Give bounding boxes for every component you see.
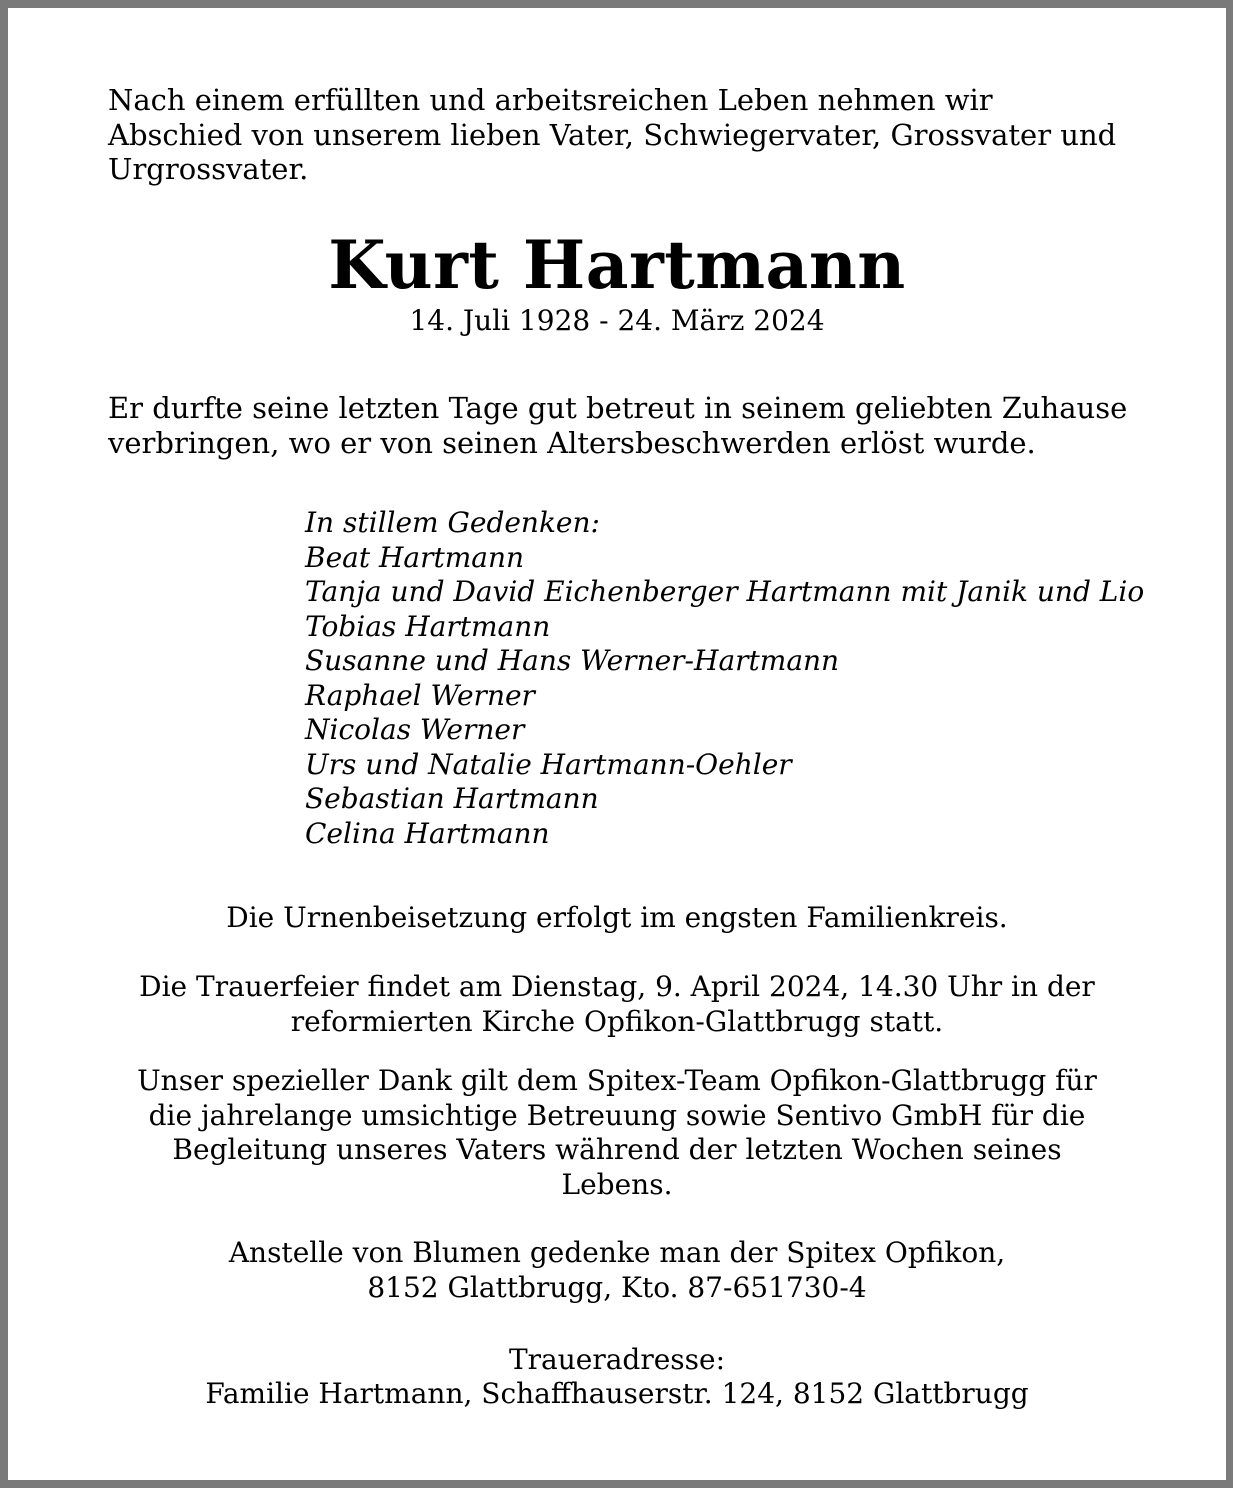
mourner-name: Celina Hartmann (305, 816, 550, 850)
statement-text: Er durfte seine letzten Tage gut betreut in seinem geliebten Zuhause verbringen, wo er von seinen Altersbeschwerden erlöst wurde. (108, 391, 1128, 460)
mourners-heading: In stillem Gedenken: (305, 506, 600, 539)
mourning-address: Familie Hartmann, Schaffhauserstr. 124, 8152 Glattbrugg (205, 1377, 1029, 1410)
mourner-name: Tobias Hartmann (305, 609, 551, 643)
mourner-name: Raphael Werner (305, 678, 535, 712)
thanks-text: Unser spezieller Dank gilt dem Spitex-Team Opfikon-Glattbrugg für die jahrelange umsichtige Betreuung sowie Sentivo GmbH für die Begleitung unseres Vaters während der letzten Wochen seines Lebens. (137, 1064, 1097, 1201)
life-dates: 14. Juli 1928 - 24. März 2024 (409, 304, 825, 337)
obituary-notice (8, 8, 1226, 1480)
intro-text: Nach einem erfüllten und arbeitsreichen Leben nehmen wir Abschied von unserem lieben Vater, Schwiegervater, Grossvater und Urgrossvater. (108, 83, 1117, 186)
address-label: Traueradresse: (508, 1343, 726, 1376)
mourner-name: Susanne und Hans Werner-Hartmann (305, 644, 840, 677)
donation-text: Anstelle von Blumen gedenke man der Spitex Opfikon, 8152 Glattbrugg, Kto. 87-651730-4 (228, 1236, 1006, 1304)
deceased-name: Kurt Hartmann (328, 226, 906, 304)
mourner-name: Sebastian Hartmann (305, 782, 599, 815)
mourner-name: Tanja und David Eichenberger Hartmann mit Janik und Lio (305, 575, 1145, 608)
mourners-list (305, 506, 1144, 851)
ceremony-text: Die Trauerfeier findet am Dienstag, 9. April 2024, 14.30 Uhr in der reformierten Kirche Opfikon-Glattbrugg statt. (139, 970, 1095, 1038)
burial-text: Die Urnenbeisetzung erfolgt im engsten Familienkreis. (226, 901, 1008, 934)
mourner-name: Beat Hartmann (305, 540, 525, 574)
mourner-name: Urs und Natalie Hartmann-Oehler (305, 747, 792, 781)
mourner-name: Nicolas Werner (305, 713, 525, 746)
